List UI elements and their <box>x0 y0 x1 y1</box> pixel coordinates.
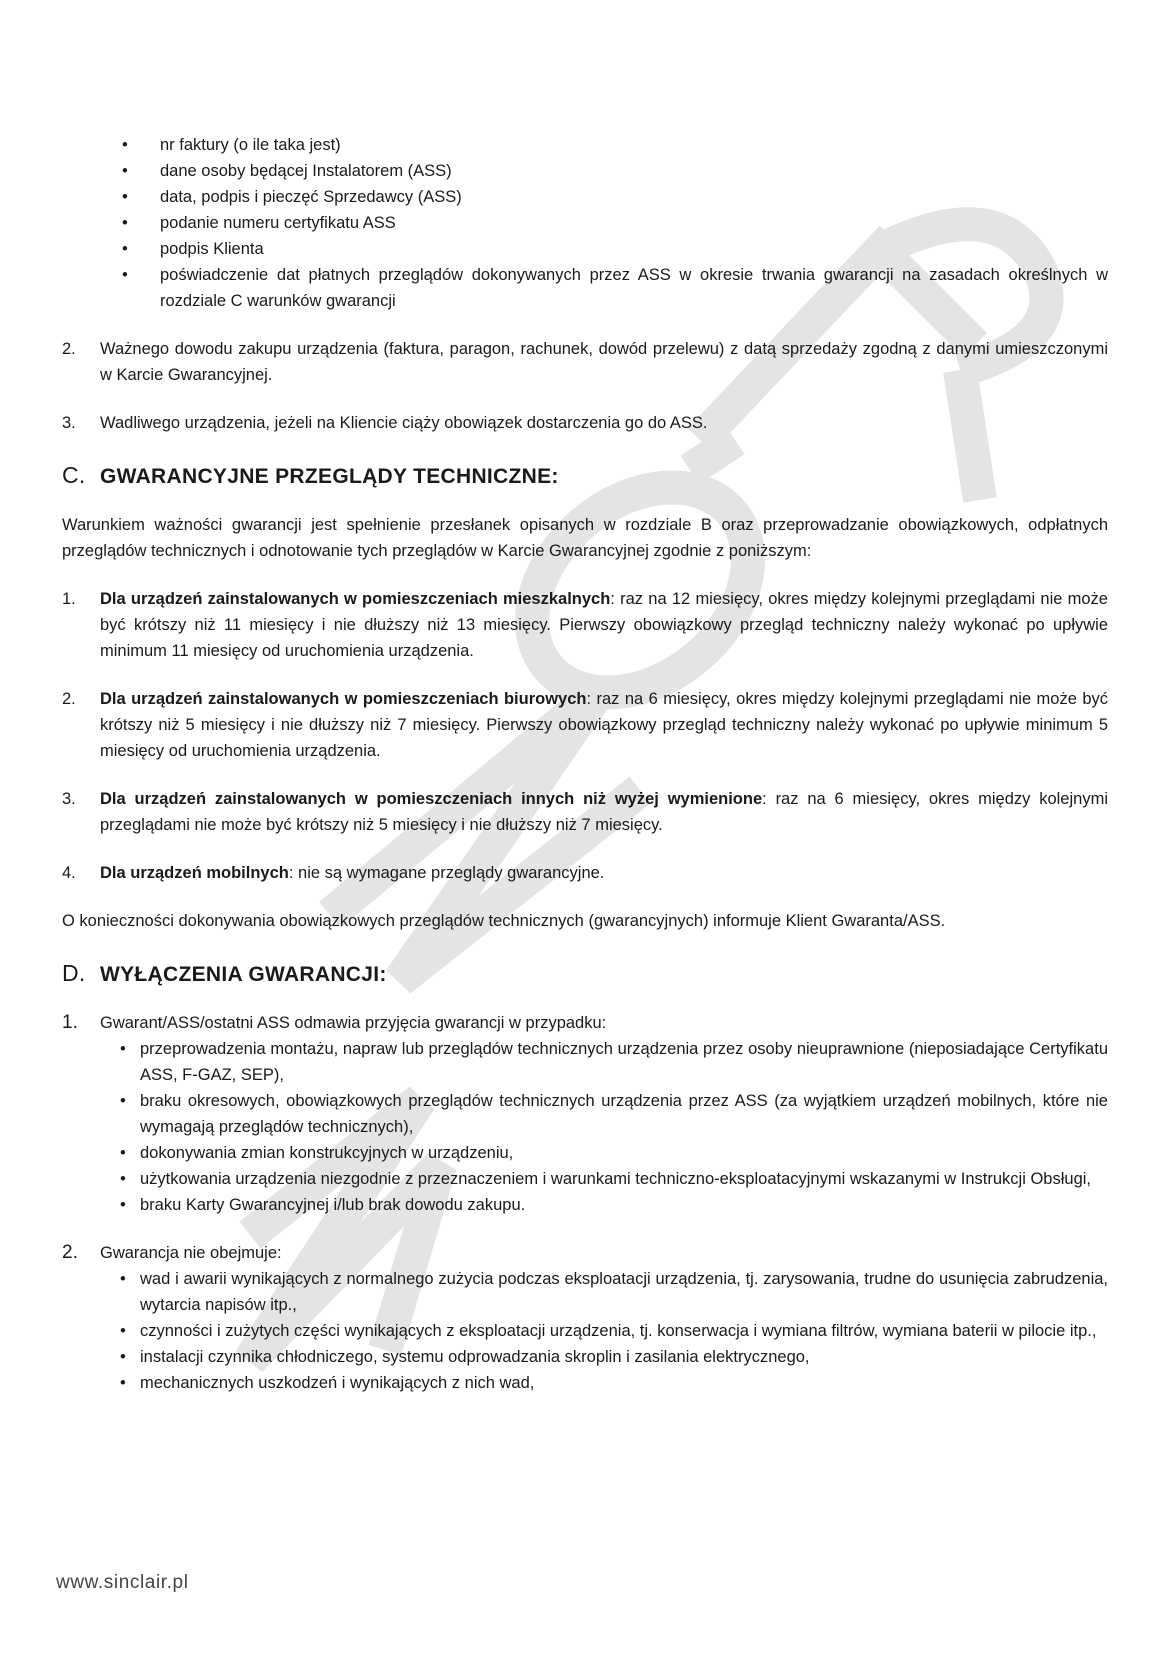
item-number: 1. <box>62 1012 78 1033</box>
list-item: • nr faktury (o ile taka jest) <box>122 132 1108 158</box>
item-bold: Dla urządzeń zainstalowanych w pomieszczeniach mieszkalnych <box>100 590 611 608</box>
list-item: • braku Karty Gwarancyjnej i/lub brak dowodu zakupu. <box>120 1192 1108 1218</box>
item-text: Gwarancja nie obejmuje: <box>100 1244 282 1262</box>
item-number: 2. <box>62 1242 78 1263</box>
exclusion-bullets-1 <box>120 1036 1108 1218</box>
item-bold: Dla urządzeń zainstalowanych w pomieszczeniach biurowych <box>100 690 587 708</box>
exclusion-item-2 <box>62 1240 1108 1396</box>
document-bullets-top <box>122 132 1108 314</box>
item-number: 4. <box>62 864 76 882</box>
section-c-note: O konieczności dokonywania obowiązkowych przeglądów technicznych (gwarancyjnych) informuje Klient Gwaranta/ASS. <box>62 912 946 930</box>
section-letter: C. <box>62 462 86 488</box>
review-item-3 <box>62 786 1108 838</box>
list-item: • podanie numeru certyfikatu ASS <box>122 210 1108 236</box>
list-item: • przeprowadzenia montażu, napraw lub przeglądów technicznych urządzenia przez osoby nieuprawnione (nieposiadające Certyfikatu ASS, F-GAZ, SEP), <box>120 1036 1108 1088</box>
list-item: • podpis Klienta <box>122 236 1108 262</box>
item-text: : raz na 6 miesięcy, okres między kolejnymi przeglądami nie może być krótszy niż 5 miesięcy i nie dłuższy niż 7 miesięcy. <box>100 790 1108 834</box>
list-item: • instalacji czynnika chłodniczego, systemu odprowadzania skroplin i zasilania elektrycznego, <box>120 1344 1108 1370</box>
item-number: 2. <box>62 690 76 708</box>
item-number: 2. <box>62 340 76 358</box>
list-item: • dokonywania zmian konstrukcyjnych w urządzeniu, <box>120 1140 1108 1166</box>
list-item: • użytkowania urządzenia niezgodnie z przeznaczeniem i warunkami techniczno-eksploatacyjnymi wskazanymi w Instrukcji Obsługi, <box>120 1166 1108 1192</box>
item-text: Wadliwego urządzenia, jeżeli na Kliencie ciąży obowiązek dostarczenia go do ASS. <box>100 414 708 432</box>
section-letter: D. <box>62 960 86 986</box>
review-item-2 <box>62 686 1108 764</box>
item-text: : raz na 12 miesięcy, okres między kolejnymi przeglądami nie może być krótszy niż 11 miesięcy i nie dłuższy niż 13 miesięcy. Pierwszy obowiązkowy przegląd techniczny należy wykonać po upływie minimum 11 miesięcy od uruchomienia urządzenia. <box>100 590 1108 660</box>
list-item: • mechanicznych uszkodzeń i wynikających z nich wad, <box>120 1370 1108 1396</box>
item-number: 1. <box>62 590 76 608</box>
list-item: • dane osoby będącej Instalatorem (ASS) <box>122 158 1108 184</box>
footer-url[interactable]: www.sinclair.pl <box>56 1572 189 1593</box>
review-item-1 <box>62 586 1108 664</box>
section-title: WYŁĄCZENIA GWARANCJI: <box>100 963 387 986</box>
item-number: 3. <box>62 414 76 432</box>
item-text: Gwarant/ASS/ostatni ASS odmawia przyjęcia gwarancji w przypadku: <box>100 1014 607 1032</box>
section-title: GWARANCYJNE PRZEGLĄDY TECHNICZNE: <box>100 465 559 488</box>
list-item: • wad i awarii wynikających z normalnego zużycia podczas eksploatacji urządzenia, tj. zarysowania, trudne do usunięcia zabrudzenia, wytarcia napisów itp., <box>120 1266 1108 1318</box>
numbered-item-2 <box>62 336 1108 388</box>
section-d-heading <box>62 960 1108 988</box>
exclusion-item-1 <box>62 1010 1108 1218</box>
review-item-4 <box>62 860 1108 886</box>
item-bold: Dla urządzeń zainstalowanych w pomieszczeniach innych niż wyżej wymienione <box>100 790 763 808</box>
section-c-heading <box>62 462 1108 490</box>
item-text: Ważnego dowodu zakupu urządzenia (faktura, paragon, rachunek, dowód przelewu) z datą sprzedaży zgodną z danymi umieszczonymi w Karcie Gwarancyjnej. <box>100 340 1108 384</box>
item-text: : nie są wymagane przeglądy gwarancyjne. <box>288 864 605 882</box>
numbered-item-3 <box>62 410 1108 436</box>
exclusion-bullets-2 <box>120 1266 1108 1396</box>
item-number: 3. <box>62 790 76 808</box>
item-bold: Dla urządzeń mobilnych <box>100 864 289 882</box>
list-item: • czynności i zużytych części wynikających z eksploatacji urządzenia, tj. konserwacja i wymiana filtrów, wymiana baterii w pilocie itp., <box>120 1318 1108 1344</box>
list-item: • braku okresowych, obowiązkowych przeglądów technicznych urządzenia przez ASS (za wyjątkiem urządzeń mobilnych, które nie wymagają przeglądów technicznych), <box>120 1088 1108 1140</box>
item-text: : raz na 6 miesięcy, okres między kolejnymi przeglądami nie może być krótszy niż 5 miesięcy i nie dłuższy niż 7 miesięcy. Pierwszy obowiązkowy przegląd techniczny należy wykonać po upływie minimum 5 miesięcy od uruchomienia urządzenia. <box>100 690 1108 760</box>
list-item: • data, podpis i pieczęć Sprzedawcy (ASS) <box>122 184 1108 210</box>
section-c-intro: Warunkiem ważności gwarancji jest spełnienie przesłanek opisanych w rozdziale B oraz przeprowadzanie obowiązkowych, odpłatnych przeglądów technicznych i odnotowanie tych przeglądów w Karcie Gwarancyjnej zgodnie z poniższym: <box>62 516 1108 560</box>
list-item: • poświadczenie dat płatnych przeglądów dokonywanych przez ASS w okresie trwania gwarancji na zasadach określnych w rozdziale C warunków gwarancji <box>122 262 1108 314</box>
